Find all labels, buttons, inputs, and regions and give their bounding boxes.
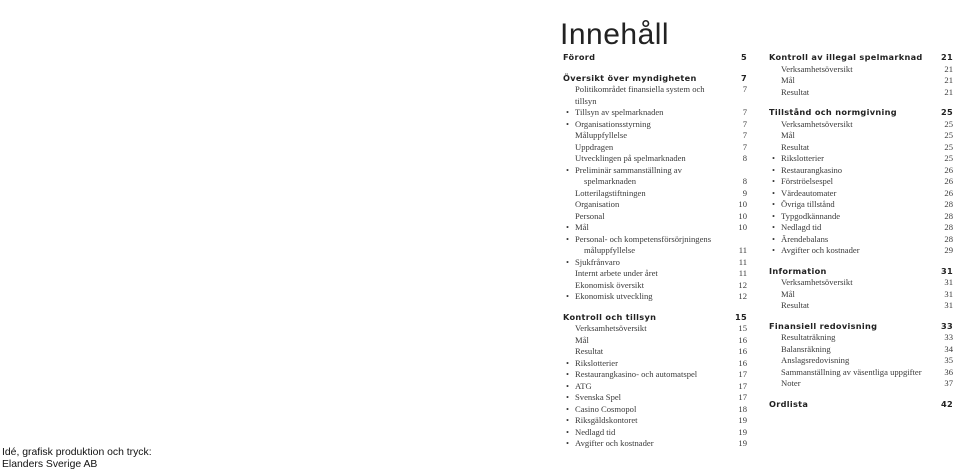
toc-entry (563, 211, 747, 223)
toc-entry (563, 142, 747, 154)
page-title: Innehåll (560, 18, 670, 52)
toc-entry-label: Politikområdet finansiella system och tillsyn (575, 84, 705, 106)
toc-entry-page: 25 (944, 153, 953, 163)
toc-entry-label: • Restaurangkasino (769, 165, 941, 177)
toc-entry-page: 25 (944, 130, 953, 140)
toc-entry-page: 35 (944, 355, 953, 365)
toc-entry (563, 346, 747, 358)
toc-entry-label: Verksamhetsöversikt (575, 323, 647, 333)
toc-entry-page: 11 (738, 245, 747, 255)
toc-entry-page: 26 (944, 164, 953, 175)
toc-entry (563, 323, 747, 335)
toc-entry-label: • Casino Cosmopol (563, 404, 735, 416)
toc-entry (769, 75, 953, 87)
toc-entry-page: 9 (742, 187, 747, 198)
toc-entry-page: 7 (742, 84, 747, 94)
toc-entry (769, 222, 953, 234)
toc-entry (769, 277, 953, 289)
toc-entry-label: Verksamhetsöversikt (781, 277, 853, 287)
toc-entry (563, 335, 747, 347)
toc-entry (563, 119, 747, 131)
toc-entry-page: 15 (738, 323, 747, 333)
toc-entry-page: 7 (742, 118, 747, 129)
toc-entry-page: 31 (944, 288, 953, 299)
toc-entry-label: • Nedlagd tid (563, 427, 735, 439)
toc-section-heading (769, 321, 953, 333)
toc-entry (769, 234, 953, 246)
toc-entry-page: 21 (944, 63, 953, 74)
toc-entry-label: Verksamhetsöversikt (781, 63, 853, 74)
toc-entry-label: måluppfyllelse (584, 245, 636, 255)
toc-entry-label: • Avgifter och kostnader (769, 245, 941, 257)
toc-section-heading (769, 399, 953, 411)
toc-entry-page: 17 (738, 369, 747, 379)
toc-entry-page: 15 (735, 311, 747, 322)
toc-entry-label: • Mål (563, 222, 735, 234)
toc-entry (769, 199, 953, 211)
toc-entry-page: 25 (944, 141, 953, 152)
toc-entry (563, 165, 747, 177)
toc-entry-label: • Svenska Spel (563, 392, 735, 404)
toc-entry (769, 188, 953, 200)
toc-entry-page: 16 (738, 357, 747, 368)
toc-entry (563, 438, 747, 450)
toc-entry-page: 21 (944, 86, 953, 97)
toc-entry-page: 31 (944, 300, 953, 310)
toc-entry-label: Resultat (781, 300, 810, 310)
toc-entry (769, 153, 953, 165)
toc-section-heading (563, 312, 747, 324)
toc-entry (563, 415, 747, 427)
toc-section-heading (769, 52, 953, 64)
toc-entry-label: Lotterilagstiftningen (575, 187, 646, 198)
toc-entry-page: 21 (944, 75, 953, 85)
toc-entry-label: Resultat (781, 141, 810, 152)
toc-entry-page: 7 (742, 130, 747, 140)
toc-entry-page: 7 (742, 107, 747, 117)
toc-entry-page: 17 (738, 380, 747, 391)
toc-entry-label: Ordlista (769, 398, 809, 409)
toc-entry-page: 12 (738, 291, 747, 301)
toc-section-heading (769, 266, 953, 278)
toc-entry (769, 344, 953, 356)
toc-entry-page: 28 (944, 233, 953, 244)
toc-entry-page: 11 (738, 256, 747, 267)
toc-entry (563, 404, 747, 416)
toc-entry (563, 291, 747, 303)
toc-entry-page: 31 (944, 277, 953, 287)
toc-entry-label: • Värdeautomater (769, 188, 941, 200)
toc-entry (769, 355, 953, 367)
toc-entry-label: Kontroll och tillsyn (563, 311, 657, 322)
toc-entry-page: 19 (738, 426, 747, 437)
toc-entry-label: Måluppfyllelse (575, 130, 628, 140)
toc-entry-page: 36 (944, 366, 953, 377)
toc-entry (563, 153, 747, 165)
toc-entry-label: • Preliminär sammanställning av (563, 165, 735, 177)
toc-entry (769, 211, 953, 223)
toc-entry-page: 8 (742, 176, 747, 186)
toc-entry-page: 12 (738, 279, 747, 290)
toc-entry-label: Verksamhetsöversikt (781, 118, 853, 129)
toc-entry-page: 25 (941, 107, 953, 117)
toc-entry-page: 10 (738, 210, 747, 221)
toc-section-heading (563, 73, 747, 85)
toc-section (769, 266, 953, 312)
toc-entry-label: • Förströelsespel (769, 176, 941, 188)
toc-entry-label: • Avgifter och kostnader (563, 438, 735, 450)
toc-entry (769, 378, 953, 390)
production-credits (2, 447, 152, 470)
toc-entry (563, 392, 747, 404)
toc-entry-page: 33 (944, 332, 953, 342)
toc-entry-page: 10 (738, 222, 747, 232)
toc-section (769, 107, 953, 257)
toc-entry-label: • Rikslotterier (563, 358, 735, 370)
toc-entry (769, 332, 953, 344)
toc-entry (769, 289, 953, 301)
toc-entry-page: 33 (941, 320, 953, 331)
toc-entry (563, 222, 747, 234)
toc-entry-page: 16 (738, 346, 747, 356)
toc-entry (563, 381, 747, 393)
toc-section-heading (563, 52, 747, 64)
toc-entry-label: • Rikslotterier (769, 153, 941, 165)
toc-entry-page: 42 (941, 398, 953, 409)
toc-entry (769, 130, 953, 142)
toc-entry-label: Sammanställning av väsentliga uppgifter (781, 366, 922, 377)
toc-entry-page: 28 (944, 222, 953, 232)
toc-entry-label: • Sjukfrånvaro (563, 257, 735, 269)
toc-entry (769, 119, 953, 131)
toc-entry-page: 5 (741, 52, 747, 62)
toc-entry-label: Utvecklingen på spelmarknaden (575, 153, 686, 163)
toc-entry-page: 25 (944, 118, 953, 129)
toc-entry (769, 165, 953, 177)
toc-entry-page: 31 (941, 265, 953, 276)
toc-entry-label: Mål (575, 334, 589, 345)
toc-entry-label: • Ärendebalans (769, 234, 941, 246)
toc-entry-label: • Övriga tillstånd (769, 199, 941, 211)
toc-entry-page: 28 (944, 210, 953, 221)
toc-section (769, 399, 953, 411)
toc-entry-label: Mål (781, 75, 795, 85)
toc-entry (563, 199, 747, 211)
toc-entry-page: 19 (738, 438, 747, 448)
toc-entry-label: Mål (781, 288, 795, 299)
toc-entry-label: Anslagsredovisning (781, 355, 850, 365)
toc-entry-label: • Typgodkännande (769, 211, 941, 223)
toc-entry (563, 358, 747, 370)
toc-section (769, 321, 953, 390)
toc-entry (563, 268, 747, 280)
toc-entry-page: 7 (742, 141, 747, 152)
toc-entry-label: Översikt över myndigheten (563, 72, 697, 83)
toc-entry-label: Förord (563, 52, 596, 62)
toc-entry-page: 17 (738, 392, 747, 402)
toc-entry-page: 21 (941, 52, 953, 62)
toc-section (769, 52, 953, 98)
toc-entry (563, 130, 747, 142)
toc-entry-label: spelmarknaden (584, 176, 637, 186)
toc-entry (769, 245, 953, 257)
toc-entry-label: • Restaurangkasino- och automatspel (563, 369, 735, 381)
toc-entry (563, 176, 747, 188)
toc-entry (769, 87, 953, 99)
toc-entry-page: 11 (738, 268, 747, 278)
credits-line-1: Idé, grafisk produktion och tryck: (2, 447, 152, 458)
toc-column-left (563, 52, 747, 459)
toc-entry-label: • ATG (563, 381, 735, 393)
toc-entry-label: • Personal- och kompetensförsörjningens (563, 234, 735, 246)
toc-entry (563, 257, 747, 269)
toc-entry (563, 369, 747, 381)
toc-entry (769, 176, 953, 188)
toc-entry-label: Organisation (575, 199, 620, 209)
toc-entry (563, 234, 747, 246)
toc-section (563, 73, 747, 303)
toc-section-heading (769, 107, 953, 119)
toc-entry-page: 28 (944, 199, 953, 209)
toc-entry-label: Resultat (781, 86, 810, 97)
toc-entry (769, 64, 953, 76)
toc-entry-label: Tillstånd och normgivning (769, 107, 897, 117)
toc-entry-label: • Organisationsstyrning (563, 119, 735, 131)
toc-entry-label: Resultat (575, 346, 604, 356)
toc-entry-page: 34 (944, 343, 953, 354)
credits-line-2: Elanders Sverige AB (2, 458, 98, 470)
toc-entry-label: Finansiell redovisning (769, 320, 878, 331)
toc-entry-label: Personal (575, 210, 605, 221)
toc-entry-label: Balansräkning (781, 343, 831, 354)
toc-entry (563, 107, 747, 119)
toc-column-right (769, 52, 953, 419)
toc-entry-label: Kontroll av illegal spelmarknad (769, 52, 923, 62)
toc-entry-label: Information (769, 265, 827, 276)
toc-entry (563, 427, 747, 439)
toc-entry-page: 18 (738, 403, 747, 414)
toc-entry-page: 16 (738, 334, 747, 345)
toc-entry (769, 142, 953, 154)
toc-entry (769, 300, 953, 312)
toc-entry-label: Mål (781, 130, 795, 140)
toc-entry-label: Ekonomisk översikt (575, 279, 644, 290)
toc-entry (563, 245, 747, 257)
toc-entry-page: 7 (741, 72, 747, 83)
toc-entry-label: • Riksgäldskontoret (563, 415, 735, 427)
toc-entry-page: 19 (738, 415, 747, 425)
toc-entry-label: Uppdragen (575, 141, 614, 152)
toc-entry-page: 26 (944, 176, 953, 186)
toc-entry-label: • Ekonomisk utveckling (563, 291, 735, 303)
toc-entry-page: 29 (944, 245, 953, 255)
toc-entry-page: 26 (944, 187, 953, 198)
toc-entry (769, 367, 953, 379)
toc-section (563, 312, 747, 450)
toc-section (563, 52, 747, 64)
toc-entry-label: Resultaträkning (781, 332, 836, 342)
toc-entry (563, 280, 747, 292)
toc-entry (563, 84, 747, 107)
toc-entry (563, 188, 747, 200)
toc-entry-page: 10 (738, 199, 747, 209)
toc-entry-label: • Tillsyn av spelmarknaden (563, 107, 735, 119)
toc-entry-label: Internt arbete under året (575, 268, 658, 278)
toc-entry-page: 37 (944, 378, 953, 388)
toc-entry-page: 8 (742, 153, 747, 163)
toc-entry-label: • Nedlagd tid (769, 222, 941, 234)
toc-entry-label: Noter (781, 378, 801, 388)
